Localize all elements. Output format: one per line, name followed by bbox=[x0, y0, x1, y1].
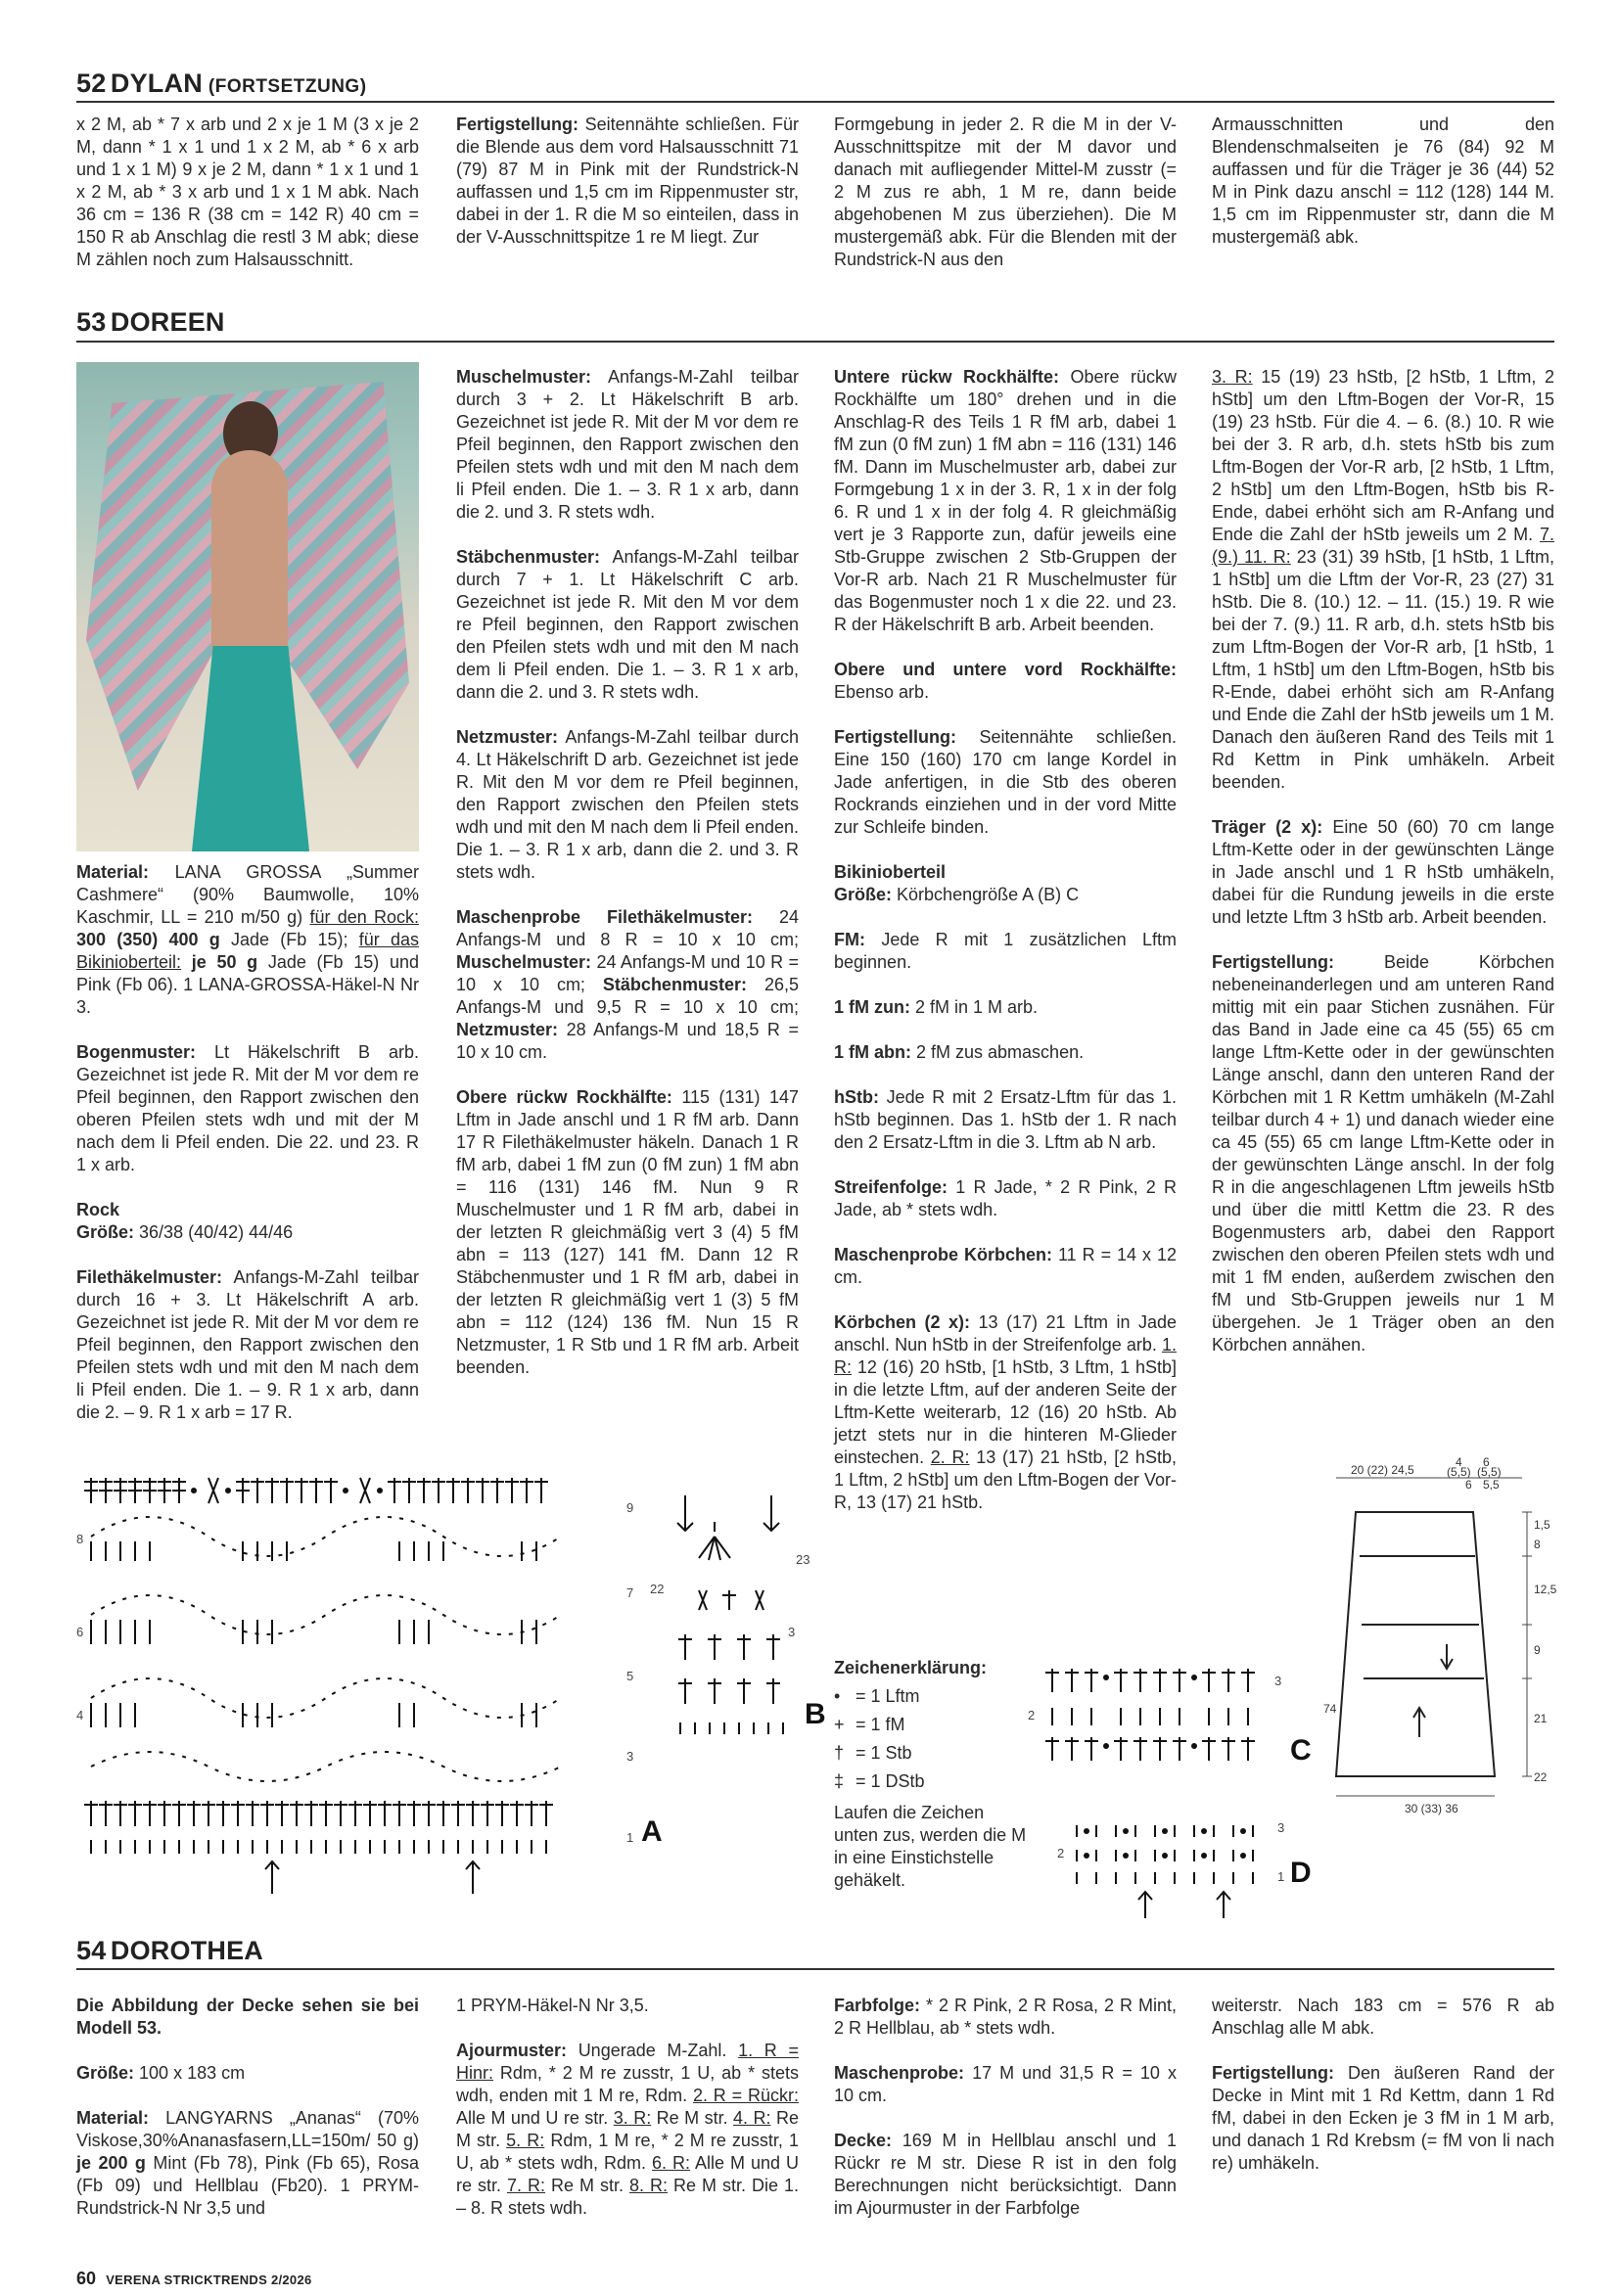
skirt-schematic bbox=[1323, 1455, 1561, 1928]
schematic-top-f: 5,5 bbox=[1483, 1478, 1500, 1492]
s52-col4: Armausschnitten und den Blendenschmalseiten je 76 (84) 92 M auffassen und für die Träger je 36 (44) 52 M in Pink dazu anschl = 112 (128) 144 M. 1,5 cm im Rippenmuster str, dann die M mustergemäß abk. bbox=[1212, 115, 1554, 247]
model-photo bbox=[76, 362, 419, 851]
chart-b-label: B bbox=[805, 1698, 826, 1730]
svg-text:22: 22 bbox=[1534, 1770, 1548, 1784]
s54-col4: weiterstr. Nach 183 cm = 576 R ab Anschlag alle M abk. Fertigstellung: Den äußeren Rand der Decke in Mint mit 1 Rd Kettm, dann 1 Rd fM, dabei in den Ecken je 3 fM in 1 M arb, und danach 1 Rd Krebsm (= fM von li nach re) umhäkeln. bbox=[1212, 1996, 1554, 2173]
crochet-chart-b bbox=[666, 1488, 812, 1742]
chart-a-row-9 bbox=[84, 1478, 548, 1503]
section-rule bbox=[76, 101, 1554, 103]
section-title-53: 53 DOREEN bbox=[76, 307, 225, 337]
crochet-chart-c bbox=[1038, 1664, 1292, 1791]
s53-col4: 3. R: 15 (19) 23 hStb, [2 hStb, 1 Lftm, 2 hStb] um den Lftm-Bogen der Vor-R, 15 (19) 23 hStb. Für die 4. – 6. (8.) 10. R wie bei der 3. R arb, d.h. stets hStb bis zum Lftm-Bogen der Vor-R arb, [2 hStb, 1 Lftm, 2 hStb] um den Lftm-Bogen, hStb bis R-Ende, dabei erhöht sich am R-Anfang und Ende die Zahl der hStb jeweils um 2 M. 7. (9.) 11. R: 23 (31) 39 hStb, [1 hStb, 1 Lftm, 1 hStb] um die Lftm der Vor-R, 23 (27) 31 hStb. Die 8. (10.) 12. – 11. (15.) 19. R wie bei der 7. (9.) 11. R arb, d.h. stets hStb bis zum Lftm-Bogen der Vor-R arb, [1 hStb, 1 Lftm, 1 hStb] um den Lftm-Bogen, hStb bis R-Ende, dabei erhöht sich am R-Anfang und Ende die Zahl der hStb jeweils um 1 M. Danach den äußeren Rand des Teils mit 1 Rd Kettm in Pink umhäkeln. Arbeit beenden. Träger (2 x): Eine 50 (60) 70 cm lange Lftm-Kette oder in der gewünschten Länge in Jade anschl und 1 R hStb umhäkeln, dabei für die Rundung jeweils in die erste und letzte Lftm 3 hStb arb. Arbeit beenden. Fertigstellung: Beide Körbchen nebeneinanderlegen und am unteren Rand mittig mit ein paar Stichen zusnähen. Für das Band in Jade eine ca 45 (55) 65 cm lange Lftm-Kette oder in der gewünschten Länge anschl, dann den unteren Rand der Körbchen mit 1 R Kettm umhäkeln (M-Zahl teilbar durch 4 + 1) und danach wieder eine ca 45 (55) 65 cm lange Lftm-Kette oder in der gewünschten Länge anschl. In der folg R in die angeschlagenen Lftm jeweils hStb und über die mittl Kettm die 23. R des Bogenmusters arb, dabei den Rapport zwischen den oberen Pfeilen stets wdh und mit 1 fM enden, außerdem zwischen den fM und Stb-Gruppen jeweils nur 1 M übergehen. Je 1 Träger oben an den Körbchen annähen. bbox=[1212, 367, 1554, 1355]
crochet-chart-a bbox=[76, 1473, 664, 1904]
chart-c-label: C bbox=[1290, 1734, 1312, 1767]
s53-col2: Muschelmuster: Anfangs-M-Zahl teilbar durch 3 + 2. Lt Häkelschrift B arb. Gezeichnet ist jede R. Mit der M vor dem re Pfeil beginnen, den Rapport zwischen den Pfeilen stets wdh und mit den M nach dem li Pfeil enden. Die 1. – 3. R 1 x arb, dann die 2. und 3. R stets wdh. Stäbchenmuster: Anfangs-M-Zahl teilbar durch 7 + 1. Lt Häkelschrift C arb. Gezeichnet ist jede R. Mit den M vor dem re Pfeil beginnen, den Rapport zwischen den Pfeilen stets wdh und mit den M nach dem li Pfeil enden. Die 1. – 3. R 1 x arb, dann die 2. und 3. R stets wdh. Netzmuster: Anfangs-M-Zahl teilbar durch 4. Lt Häkelschrift D arb. Gezeichnet ist jede R. Mit den M vor dem re Pfeil beginnen, den Rapport zwischen den Pfeilen stets wdh und mit den M nach dem li Pfeil enden. Die 1. – 3. R 1 x arb, dann die 2. und 3. R stets wdh. Maschenprobe Filethäkelmuster: 24 Anfangs-M und 8 R = 10 x 10 cm; Muschelmuster: 24 Anfangs-M und 10 R = 10 x 10 cm; Stäbchenmuster: 26,5 Anfangs-M und 9,5 R = 10 x 10 cm; Netzmuster: 28 Anfangs-M und 18,5 R = 10 x 10 cm. Obere rückw Rockhälfte: 115 (131) 147 Lftm in Jade anschl und 1 R fM arb. Dann 17 R Filethäkelmuster häkeln. Danach 1 R fM arb, dabei 1 fM zun (0 fM zun) 1 fM abn = 116 (131) 146 fM. Nun 9 R Muschelmuster und 1 R fM arb, dabei in der letzten R gleichmäßig vert 3 (4) 5 fM abn = 113 (127) 141 fM. Dann 12 R Stäbchenmuster und 1 R fM arb, dabei in der letzten R gleichmäßig vert 1 (3) 5 fM abn = 112 (124) 136 fM. Nun 15 R Netzmuster, 1 R Stb und 1 R fM arb. Arbeit beenden. bbox=[456, 367, 799, 1377]
schematic-top-b: 6 bbox=[1483, 1455, 1490, 1469]
double-crochet-symbol-icon: † bbox=[834, 1743, 845, 1763]
model-skirt bbox=[192, 646, 309, 851]
schematic-top-c: (5,5) bbox=[1447, 1465, 1471, 1479]
single-crochet-symbol-icon: + bbox=[834, 1715, 845, 1734]
s54-col2: 1 PRYM-Häkel-N Nr 3,5. Ajourmuster: Ungerade M-Zahl. 1. R = Hinr: Rdm, * 2 M re zusstr, 1 U, ab * stets wdh, enden mit 1 M re, Rdm. 2. R = Rückr: Alle M und U re str. 3. R: Re M str. 4. R: Re M str. 5. R: Rdm, 1 M re, * 2 M re zusstr, 1 U, ab * stets wdh, Rdm. 6. R: Alle M und U re str. 7. R: Re M str. 8. R: Re M str. Die 1. – 8. R stets wdh. bbox=[456, 1996, 800, 2218]
s54-col3: Farbfolge: * 2 R Pink, 2 R Rosa, 2 R Mint, 2 R Hellblau, ab * stets wdh. Maschenprobe: 17 M und 31,5 R = 10 x 10 cm. Decke: 169 M in Hellblau anschl und 1 Rückr re M str. Diese R ist in den folg Berechnungen nicht berücksichtigt. Dann im Ajourmuster in der Farbfolge bbox=[834, 1996, 1177, 2218]
chain-symbol-icon: • bbox=[834, 1686, 841, 1706]
svg-text:8: 8 bbox=[1534, 1538, 1541, 1551]
s52-col3: Formgebung in jeder 2. R die M in der V-Ausschnittspitze mit der M davor und danach mit aufliegender Mittel-M zusstr (= 2 M zus re abh, 1 M re, dann beide abgehobenen M zus überziehen). Die M mustergemäß abk. Für die Blenden mit der Rundstrick-N aus den bbox=[834, 115, 1177, 269]
schematic-top-d: (5,5) bbox=[1477, 1465, 1502, 1479]
crochet-chart-d bbox=[1067, 1815, 1282, 1923]
chart-a-label: A bbox=[641, 1815, 663, 1848]
s53-col1: Material: LANA GROSSA „Summer Cashmere“ (90% Baumwolle, 10% Kaschmir, LL = 210 m/50 g) für den Rock: 300 (350) 400 g Jade (Fb 15); für das Bikinioberteil: je 50 g Jade (Fb 15) und Pink (Fb 06). 1 LANA-GROSSA-Häkel-N Nr 3. Bogenmuster: Lt Häkelschrift B arb. Gezeichnet ist jede R. Mit der M vor dem re Pfeil beginnen, den Rapport zwischen den oberen Pfeilen stets wdh und mit der M nach dem li Pfeil enden. Die 22. und 23. R 1 x arb. Rock Größe: 36/38 (40/42) 44/46 Filethäkelmuster: Anfangs-M-Zahl teilbar durch 16 + 3. Lt Häkelschrift A arb. Gezeichnet ist jede R. Mit der M vor dem re Pfeil beginnen, den Rapport zwischen den Pfeilen stets wdh und mit den M nach dem li Pfeil enden. Die 1. – 9. R 1 x arb, dann die 2. – 9. R 1 x arb = 17 R. bbox=[76, 862, 419, 1422]
page-number: 60 bbox=[76, 2269, 97, 2288]
schematic-bottom-width: 30 (33) 36 bbox=[1405, 1802, 1458, 1815]
section-rule bbox=[76, 341, 1554, 343]
model-body bbox=[211, 450, 288, 666]
svg-text:12,5: 12,5 bbox=[1534, 1583, 1557, 1596]
schematic-top-width: 20 (22) 24,5 bbox=[1351, 1463, 1414, 1477]
treble-crochet-symbol-icon: ‡ bbox=[834, 1771, 845, 1791]
chart-d-label: D bbox=[1290, 1857, 1312, 1889]
schematic-height: 74 bbox=[1323, 1702, 1337, 1716]
symbol-legend: Zeichenerklärung: • = 1 Lftm + = 1 fM † = 1 Stb ‡ = 1 DStb Laufen die Zeichen unten zus, werden die M in eine Einstichstelle gehäkelt. bbox=[834, 1658, 1027, 1890]
magazine-name: VERENA STRICKTRENDS 2/2026 bbox=[106, 2273, 312, 2287]
svg-text:9: 9 bbox=[1534, 1643, 1541, 1657]
svg-text:21: 21 bbox=[1534, 1712, 1548, 1725]
section-title-54: 54 DOROTHEA bbox=[76, 1936, 263, 1965]
section-rule bbox=[76, 1968, 1554, 1970]
section-title-52: 52 DYLAN (FORTSETZUNG) bbox=[76, 69, 367, 98]
s53-col3: Untere rückw Rockhälfte: Obere rückw Rockhälfte um 180° drehen und in die Anschlag-R des Teils 1 R fM arb, dabei 1 fM zun (0 fM zun) 1 fM abn = 116 (131) 146 fM. Dann im Muschelmuster arb, dabei zur Formgebung 1 x in der 3. R, 1 x in der folg 6. R und 1 x in der folg 4. R gleichmäßig vert je 3 Rapporte zun, dafür jeweils eine Stb-Gruppe zwischen 2 Stb-Gruppen der Vor-R arb. Nach 21 R Muschelmuster für das Bogenmuster noch 1 x die 22. und 23. R der Häkelschrift B arb. Arbeit beenden. Obere und untere vord Rockhälfte: Ebenso arb. Fertigstellung: Seitennähte schließen. Eine 150 (160) 170 cm lange Kordel in Jade anfertigen, in die Stb des oberen Rockrands einziehen und in der vord Mitte zur Schleife binden. Bikinioberteil Größe: Körbchengröße A (B) C FM: Jede R mit 1 zusätzlichen Lftm beginnen. 1 fM zun: 2 fM in 1 M arb. 1 fM abn: 2 fM zus abmaschen. hStb: Jede R mit 2 Ersatz-Lftm für das 1. hStb beginnen. Das 1. hStb der 1. R nach den 2 Ersatz-Lftm in die 3. Lftm ab N arb. Streifenfolge: 1 R Jade, * 2 R Pink, 2 R Jade, ab * stets wdh. Maschenprobe Körbchen: 11 R = 14 x 12 cm. Körbchen (2 x): 13 (17) 21 Lftm in Jade anschl. Nun hStb in der Streifenfolge arb. 1. R: 12 (16) 20 hStb, [1 hStb, 3 Lftm, 1 hStb] in die letzte Lftm, auf der anderen Seite der Lftm-Kette weiterarb, 12 (16) 20 hStb. Ab jetzt stets nur in die hinteren M-Glieder einstechen. 2. R: 13 (17) 21 hStb, [2 hStb, 1 Lftm, 2 hStb] um den Lftm-Bogen der Vor-R, 13 (17) 21 hStb. bbox=[834, 367, 1178, 1512]
schematic-top-a: 4 bbox=[1456, 1455, 1462, 1469]
s52-col2: Fertigstellung: Seitennähte schließen. Für die Blende aus dem vord Halsausschnitt 71 (79) 87 M in Pink mit der Rundstrick-N auffassen und 1,5 cm im Rippenmuster str, dabei in der 1. R die M so einteilen, dass in der V-Ausschnittspitze 1 re M liegt. Zur bbox=[456, 115, 799, 247]
svg-text:1,5: 1,5 bbox=[1534, 1518, 1550, 1532]
s52-col1: x 2 M, ab * 7 x arb und 2 x je 1 M (3 x je 2 M, dann * 1 x 1 und 1 x 2 M, ab * 6 x arb und 1 x 1 M) 9 x je 2 M, dann * 1 x 1 und 1 x 2 M, ab * 3 x arb und 1 x 1 M abk. Nach 36 cm = 136 R (38 cm = 142 R) 40 cm = 150 R ab Anschlag die restl 3 M abk; diese M zählen noch zum Halsausschnitt. bbox=[76, 115, 419, 269]
s54-col1: Die Abbildung der Decke sehen sie bei Modell 53. Größe: 100 x 183 cm Material: LANGYARNS „Ananas“ (70% Viskose,30%Ananasfasern,LL=150m/ 50 g) je 200 g Mint (Fb 78), Pink (Fb 65), Rosa (Fb 09) und Hellblau (Fb20). 1 PRYM-Rundstrick-N Nr 3,5 und bbox=[76, 1996, 419, 2218]
schematic-top-e: 6 bbox=[1465, 1478, 1472, 1492]
page-footer bbox=[76, 2269, 312, 2289]
